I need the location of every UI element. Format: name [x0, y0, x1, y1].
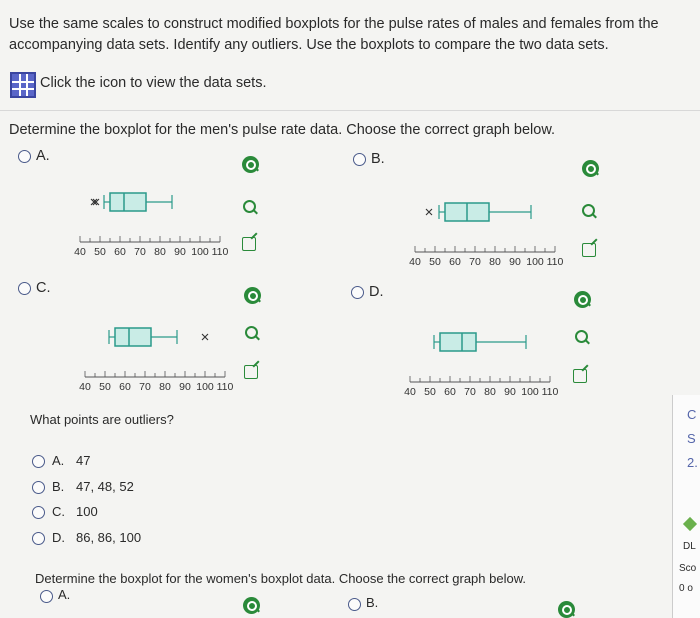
zoom-in-icon[interactable]: [244, 287, 261, 304]
axis-tick-label: 60: [449, 256, 461, 268]
outlier-mark: [202, 334, 208, 340]
radio-outlier-b[interactable]: [32, 481, 45, 494]
divider: [0, 110, 700, 111]
axis-tick-label: 80: [484, 386, 496, 398]
boxplot-a: [70, 180, 240, 270]
axis-tick-label: 40: [79, 381, 91, 393]
option-a-label: A.: [36, 148, 50, 164]
box: [440, 333, 476, 351]
outlier-d-value: 86, 86, 100: [76, 530, 142, 545]
outlier-a-value: 47: [76, 453, 91, 468]
expand-icon[interactable]: [244, 365, 258, 379]
diamond-icon: [683, 517, 697, 531]
axis-tick-label: 90: [509, 256, 521, 268]
outlier-mark: [426, 209, 432, 215]
side-text: DL: [683, 541, 696, 552]
axis-tick-label: 110: [541, 386, 559, 398]
part2-prompt: Determine the boxplot for the women's boxplot data. Choose the correct graph below.: [35, 571, 526, 586]
axis-tick-label: 90: [174, 246, 186, 258]
outlier-c-value: 100: [76, 504, 98, 519]
women-b-label: B.: [366, 595, 379, 610]
side-text: C: [687, 407, 697, 422]
axis-tick-label: 80: [489, 256, 501, 268]
outlier-c-label: C.: [52, 504, 65, 519]
boxplot-d: [400, 320, 570, 400]
axis-tick-label: 100: [521, 386, 539, 398]
boxplot-b: [405, 190, 575, 275]
axis-tick-label: 110: [211, 246, 229, 258]
axis-tick-label: 60: [444, 386, 456, 398]
boxplot-c: [75, 315, 245, 395]
expand-icon[interactable]: [573, 369, 587, 383]
side-text: S: [687, 431, 696, 446]
radio-option-c[interactable]: [18, 282, 31, 295]
radio-outlier-c[interactable]: [32, 506, 45, 519]
outlier-b-value: 47, 48, 52: [76, 479, 134, 494]
radio-outlier-a[interactable]: [32, 455, 45, 468]
axis-tick-label: 40: [404, 386, 416, 398]
radio-option-d[interactable]: [351, 286, 364, 299]
zoom-out-icon[interactable]: [243, 324, 260, 341]
axis-tick-label: 110: [216, 381, 234, 393]
axis-tick-label: 100: [196, 381, 214, 393]
axis-tick-label: 50: [94, 246, 106, 258]
option-d-label: D.: [369, 284, 384, 300]
box: [110, 193, 146, 211]
axis-tick-label: 40: [409, 256, 421, 268]
axis-tick-label: 90: [504, 386, 516, 398]
outlier-d-label: D.: [52, 530, 65, 545]
option-b-label: B.: [371, 151, 385, 167]
axis-tick-label: 50: [424, 386, 436, 398]
zoom-in-icon[interactable]: [582, 160, 599, 177]
box: [115, 328, 151, 346]
zoom-in-icon[interactable]: [242, 156, 259, 173]
data-table-icon[interactable]: [10, 72, 36, 98]
radio-option-b[interactable]: [353, 153, 366, 166]
axis-tick-label: 80: [159, 381, 171, 393]
axis-tick-label: 90: [179, 381, 191, 393]
option-c-label: C.: [36, 280, 51, 296]
zoom-in-icon[interactable]: [243, 597, 260, 614]
zoom-in-icon[interactable]: [574, 291, 591, 308]
axis-tick-label: 80: [154, 246, 166, 258]
women-a-label: A.: [58, 587, 71, 602]
zoom-in-icon[interactable]: [558, 601, 575, 618]
axis-tick-label: 70: [134, 246, 146, 258]
axis-tick-label: 70: [464, 386, 476, 398]
data-link-text[interactable]: Click the icon to view the data sets.: [40, 75, 267, 91]
zoom-out-icon[interactable]: [573, 328, 590, 345]
axis-tick-label: 60: [114, 246, 126, 258]
side-panel: [672, 395, 700, 618]
axis-tick-label: 110: [546, 256, 564, 268]
axis-tick-label: 100: [526, 256, 544, 268]
axis-tick-label: 70: [139, 381, 151, 393]
outlier-question: What points are outliers?: [30, 412, 174, 427]
axis-tick-label: 60: [119, 381, 131, 393]
radio-option-a[interactable]: [18, 150, 31, 163]
outlier-b-label: B.: [52, 479, 65, 494]
part1-prompt: Determine the boxplot for the men's pulse rate data. Choose the correct graph below.: [9, 122, 556, 138]
axis-tick-label: 70: [469, 256, 481, 268]
axis-tick-label: 100: [191, 246, 209, 258]
axis-tick-label: 50: [99, 381, 111, 393]
outlier-a-label: A.: [52, 453, 65, 468]
axis-tick-label: 50: [429, 256, 441, 268]
expand-icon[interactable]: [582, 243, 596, 257]
radio-women-b[interactable]: [348, 598, 361, 611]
expand-icon[interactable]: [242, 237, 256, 251]
side-text: Sco: [679, 563, 697, 574]
zoom-out-icon[interactable]: [580, 202, 597, 219]
radio-outlier-d[interactable]: [32, 532, 45, 545]
side-text: 0 o: [679, 583, 693, 594]
radio-women-a[interactable]: [40, 590, 53, 603]
side-text: 2.: [687, 455, 698, 470]
axis-tick-label: 40: [74, 246, 86, 258]
question-intro: Use the same scales to construct modified boxplots for the pulse rates of males and females from the accompanying data sets. Identify any outliers. Use the boxplots to compare the two data sets.: [9, 16, 659, 53]
zoom-out-icon[interactable]: [241, 198, 258, 215]
